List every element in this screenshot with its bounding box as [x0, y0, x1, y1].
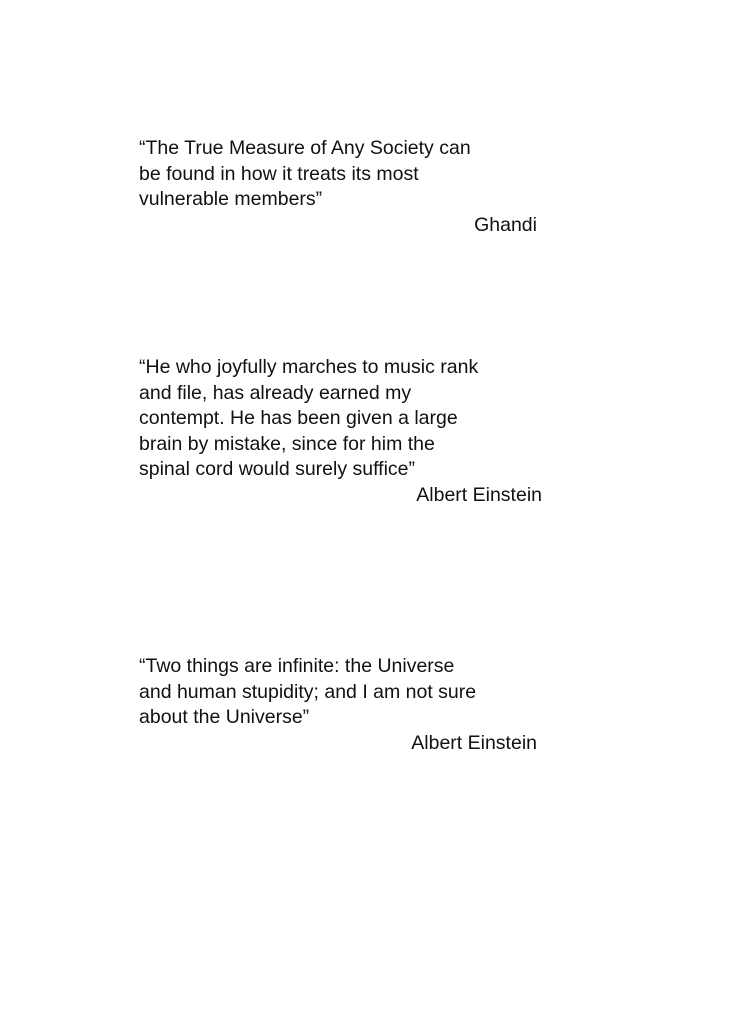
quote-line: “He who joyfully marches to music rank	[139, 356, 479, 378]
quote-block-gandhi	[139, 136, 549, 238]
quote-author: Albert Einstein	[416, 483, 542, 506]
quote-line: and human stupidity; and I am not sure	[139, 680, 477, 703]
quote-line: be found in how it treats its most	[139, 162, 419, 185]
quote-line: spinal cord would surely suffice”	[139, 458, 416, 481]
quote-author: Ghandi	[474, 213, 537, 236]
quote-author: Albert Einstein	[411, 731, 537, 754]
quote-line: contempt. He has been given a large	[139, 407, 458, 430]
quote-line: about the Universe”	[139, 706, 310, 729]
quote-line: “Two things are infinite: the Universe	[139, 655, 455, 677]
quote-line: “The True Measure of Any Society can	[139, 137, 471, 159]
quote-line: and file, has already earned my	[139, 381, 412, 404]
quote-block-einstein-infinite	[139, 654, 549, 756]
quote-block-einstein-marches	[139, 355, 549, 509]
quote-line: vulnerable members”	[139, 188, 323, 211]
quote-line: brain by mistake, since for him the	[139, 432, 435, 455]
